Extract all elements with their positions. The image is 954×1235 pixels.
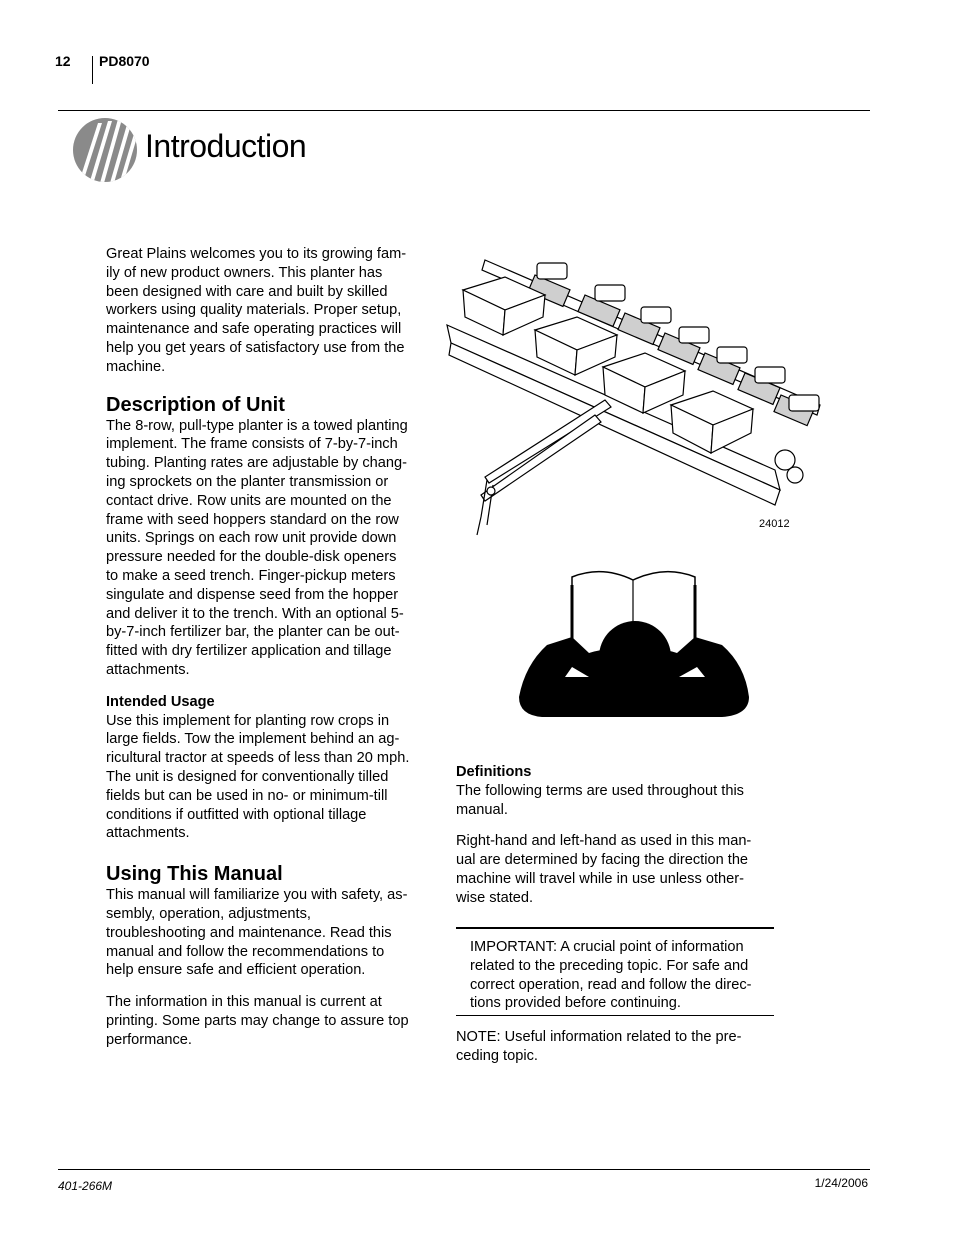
definitions-paragraph-2: Right-hand and left-hand as used in this man- ual are determined by facing the direction the machine will travel while in use unless other- wise stated. xyxy=(456,833,752,906)
page-title: Introduction xyxy=(145,128,307,164)
manual-heading: Using This Manual xyxy=(106,863,283,886)
important-text: IMPORTANT: A crucial point of information related to the preceding topic. For safe and correct operation, read and follow the direc- tions provided before continuing. xyxy=(470,939,752,1012)
important-box xyxy=(470,938,770,1013)
read-manual-icon xyxy=(517,565,752,727)
manual-paragraph-2: The information in this manual is current at printing. Some parts may change to assure top performance. xyxy=(106,994,409,1048)
right-column xyxy=(456,763,774,908)
usage-heading: Intended Usage xyxy=(106,693,215,710)
model-name: PD8070 xyxy=(99,53,150,69)
important-bottom-rule xyxy=(456,1015,774,1016)
planter-illustration xyxy=(445,255,830,540)
great-plains-logo-icon xyxy=(72,117,138,183)
definitions-paragraph-1: The following terms are used throughout this manual. xyxy=(456,782,744,818)
description-paragraph: The 8-row, pull-type planter is a towed planting implement. The frame consists of 7-by-7-inch tubing. Planting rates are adjustable by chang- ing sprockets on the planter transmission or contact drive. Row units are mounted on the frame with seed hoppers standard on the row units. Springs on each row unit provide down pressure needed for the double-disk openers to make a seed trench. Finger-pickup meters singulate and dispense seed from the hopper and deliver it to the trench. With an optional 5- by-7-inch fertilizer bar, the planter can be out- fitted with dry fertilizer application and tillage attachments. xyxy=(106,417,408,678)
document-number: 401-266M xyxy=(58,1179,113,1193)
note-text: NOTE: Useful information related to the pre- ceding topic. xyxy=(456,1029,742,1064)
figure-label: 24012 xyxy=(759,518,790,530)
header-rule xyxy=(58,110,870,111)
usage-paragraph: Use this implement for planting row crops in large fields. Tow the implement behind an ag- ricultural tractor at speeds of less than 20 mph. The unit is designed for conventionally tilled fields but can be used in no- or minimum-till conditions if outfitted with optional tillage attachments. xyxy=(106,712,410,842)
manual-paragraph-1: This manual will familiarize you with safety, as- sembly, operation, adjustments, troubleshooting and maintenance. Read this manual and follow the recommendations to help ensure safe and efficient operation. xyxy=(106,887,408,979)
header-divider xyxy=(92,56,93,84)
note-box xyxy=(456,1028,774,1066)
definitions-heading: Definitions xyxy=(456,764,532,780)
page-number: 12 xyxy=(55,53,71,69)
description-heading: Description of Unit xyxy=(106,393,285,416)
intro-paragraph: Great Plains welcomes you to its growing fam- ily of new product owners. This planter has been designed with care and built by skilled workers using quality materials. Proper setup, maintenance and safe operating practices will help you get years of satisfactory use from the machine. xyxy=(106,246,407,375)
left-column xyxy=(106,245,424,1049)
footer-rule xyxy=(58,1169,870,1170)
important-top-rule xyxy=(456,927,774,929)
document-date: 1/24/2006 xyxy=(814,1176,868,1190)
